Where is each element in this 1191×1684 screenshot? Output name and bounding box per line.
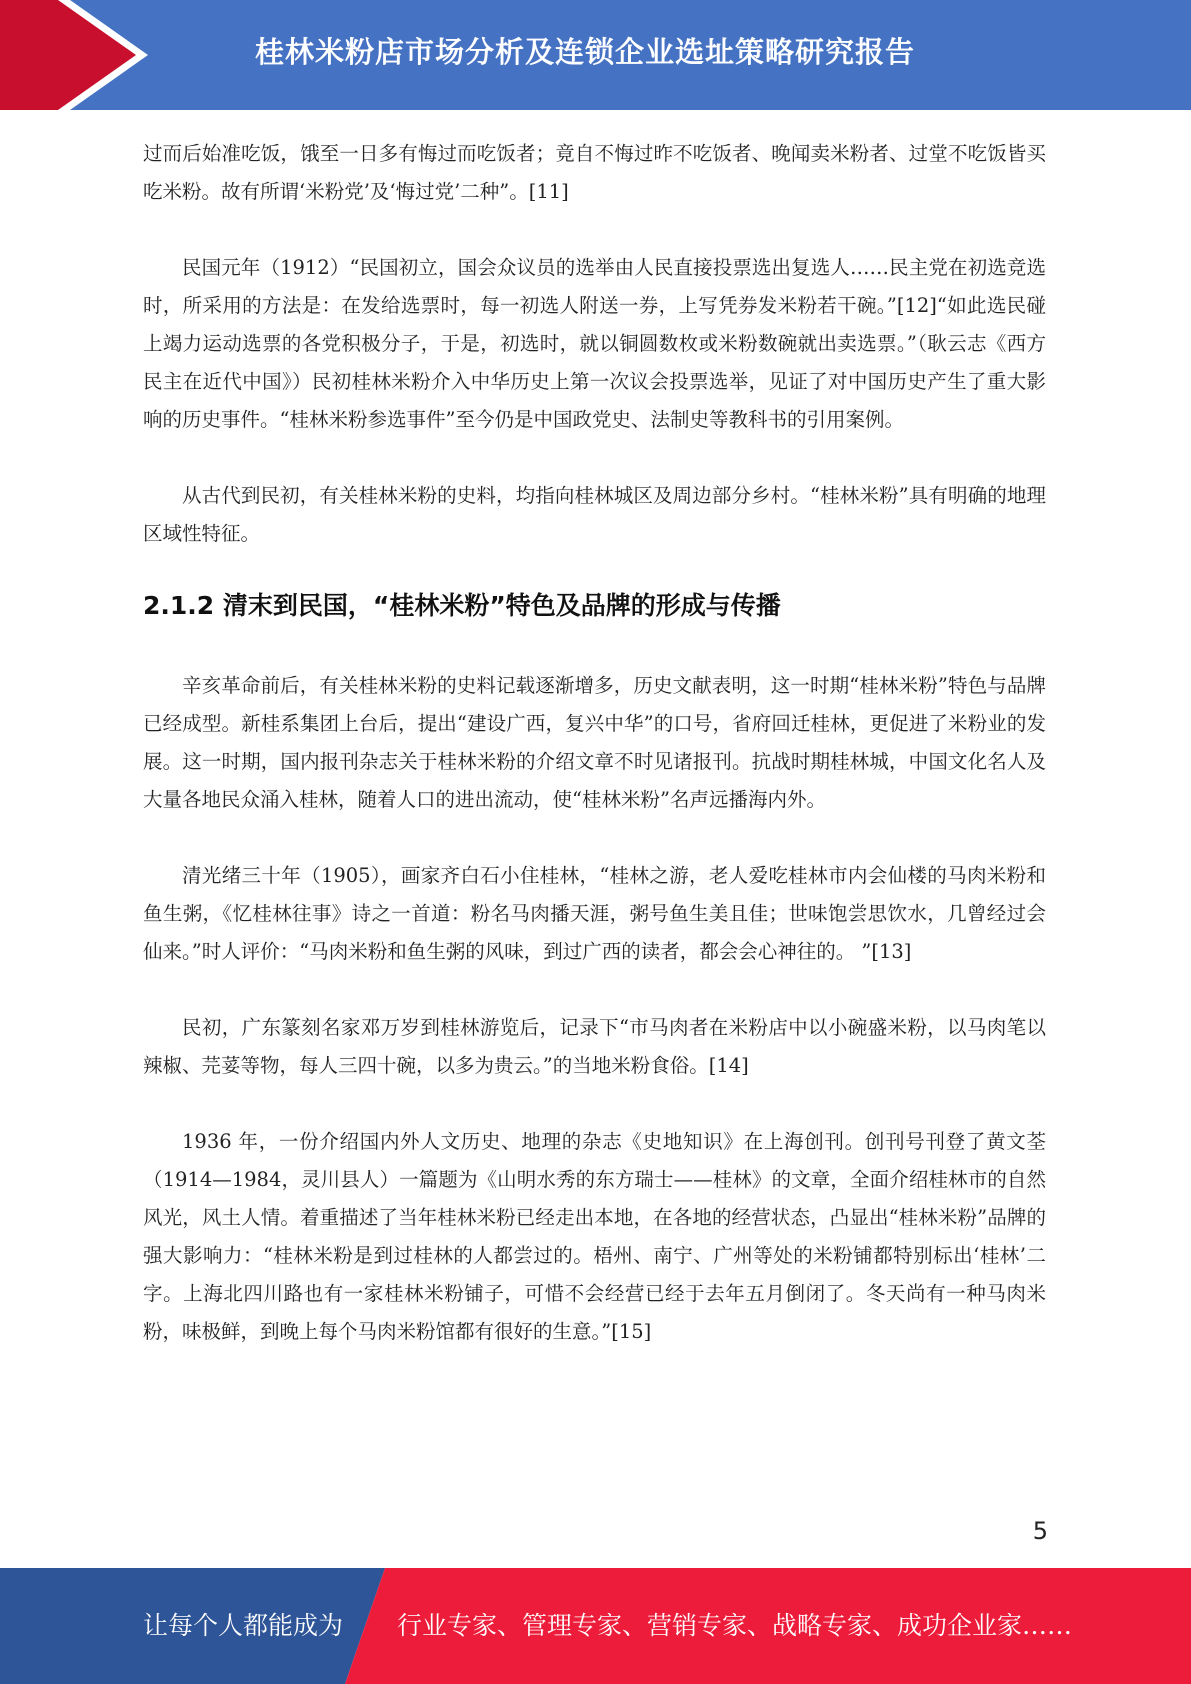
page-number: 5 bbox=[1032, 1517, 1048, 1545]
header-arrow-icon bbox=[0, 0, 160, 110]
page-header bbox=[0, 0, 1191, 110]
paragraph-7: 1936 年，一份介绍国内外人文历史、地理的杂志《史地知识》在上海创刊。创刊号刊登了黄文荃（1914—1984，灵川县人）一篇题为《山明水秀的东方瑞士——桂林》的文章，全面介绍桂林市的自然风光，风土人情。着重描述了当年桂林米粉已经走出本地，在各地的经营状态，凸显出“桂林米粉”品牌的强大影响力：“桂林米粉是到过桂林的人都尝过的。梧州、南宁、广州等处的米粉铺都特别标出‘桂林’二字。上海北四川路也有一家桂林米粉铺子，可惜不会经营已经于去年五月倒闭了。冬天尚有一种马肉米粉，味极鲜，到晚上每个马肉米粉馆都有很好的生意。”[15] bbox=[143, 1130, 1046, 1343]
paragraph-5: 清光绪三十年（1905），画家齐白石小住桂林，“桂林之游，老人爱吃桂林市内会仙楼的马肉米粉和鱼生粥，《忆桂林往事》诗之一首道：粉名马肉播天涯，粥号鱼生美且佳；世味饱尝思饮水，几曾经过会仙来。”时人评价：“马肉米粉和鱼生粥的风味，到过广西的读者，都会会心神往的。 ”[13] bbox=[143, 864, 1046, 963]
section-heading: 2.1.2 清末到民国，“桂林米粉”特色及品牌的形成与传播 bbox=[143, 591, 781, 620]
paragraph-6: 民初，广东篆刻名家邓万岁到桂林游览后，记录下“市马肉者在米粉店中以小碗盛米粉，以马肉笔以辣椒、芫荽等物，每人三四十碗，以多为贵云。”的当地米粉食俗。[14] bbox=[143, 1016, 1046, 1077]
paragraph-1: 过而后始准吃饭，饿至一日多有悔过而吃饭者；竟自不悔过昨不吃饭者、晚闻卖米粉者、过堂不吃饭皆买吃米粉。故有所谓‘米粉党’及‘悔过党’二种”。[11] bbox=[143, 142, 1046, 203]
footer-slogan-right: 行业专家、管理专家、营销专家、战略专家、成功企业家…… bbox=[397, 1611, 1073, 1640]
report-title: 桂林米粉店市场分析及连锁企业选址策略研究报告 bbox=[255, 35, 916, 69]
footer-slogan-left: 让每个人都能成为 bbox=[143, 1611, 344, 1640]
paragraph-3: 从古代到民初，有关桂林米粉的史料，均指向桂林城区及周边部分乡村。“桂林米粉”具有明确的地理区域性特征。 bbox=[143, 484, 1046, 545]
main-content bbox=[143, 135, 1046, 1351]
paragraph-2: 民国元年（1912）“民国初立，国会众议员的选举由人民直接投票选出复选人……民主党在初选竞选时，所采用的方法是：在发给选票时，每一初选人附送一券，上写凭券发米粉若干碗。”[12]“如此选民碰上竭力运动选票的各党积极分子，于是，初选时，就以铜圆数枚或米粉数碗就出卖选票。”（耿云志《西方民主在近代中国》）民初桂林米粉介入中华历史上第一次议会投票选举，见证了对中国历史产生了重大影响的历史事件。“桂林米粉参选事件”至今仍是中国政党史、法制史等教科书的引用案例。 bbox=[143, 256, 1046, 431]
page-footer bbox=[0, 1568, 1191, 1684]
paragraph-4: 辛亥革命前后，有关桂林米粉的史料记载逐渐增多，历史文献表明，这一时期“桂林米粉”特色与品牌已经成型。新桂系集团上台后，提出“建设广西，复兴中华”的口号，省府回迁桂林，更促进了米粉业的发展。这一时期，国内报刊杂志关于桂林米粉的介绍文章不时见诸报刊。抗战时期桂林城，中国文化名人及大量各地民众涌入桂林，随着人口的进出流动，使“桂林米粉”名声远播海内外。 bbox=[143, 674, 1046, 811]
